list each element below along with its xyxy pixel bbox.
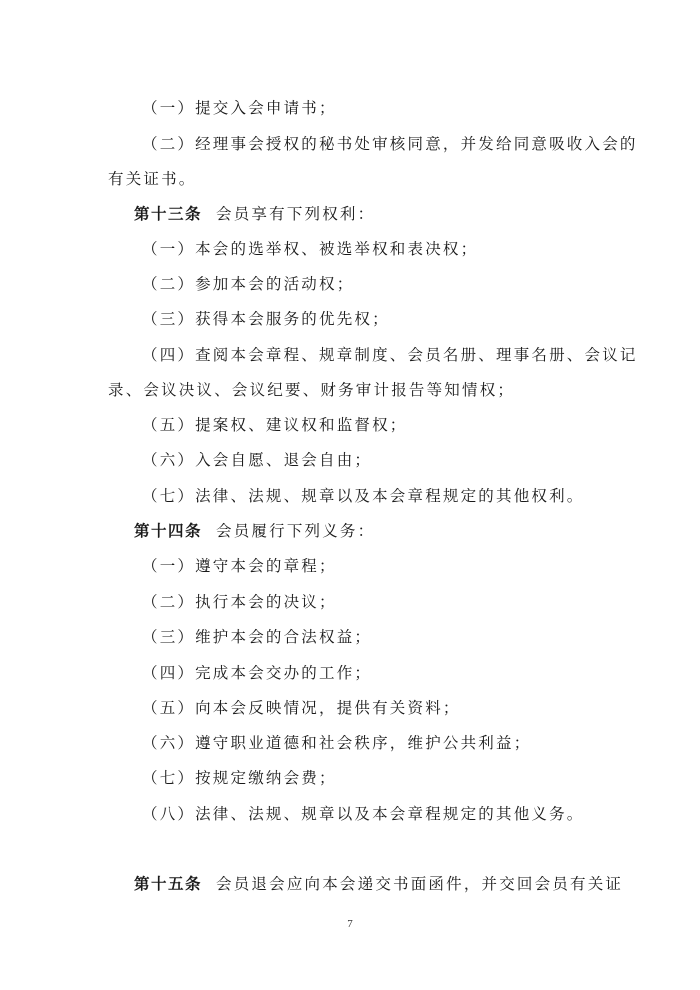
paragraph-line	[142, 98, 337, 118]
article-title: 第十五条	[134, 875, 203, 893]
article-heading-line	[134, 874, 623, 894]
line-text: （七）法律、法规、规章以及本会章程规定的其他权利。	[142, 487, 585, 505]
line-text: （五）向本会反映情况，提供有关资料；	[142, 699, 461, 717]
line-text: 会员退会应向本会递交书面函件，并交回会员有关证	[216, 875, 624, 893]
line-text: （三）维护本会的合法权益；	[142, 628, 373, 646]
paragraph-line	[142, 274, 354, 294]
line-text: （四）查阅本会章程、规章制度、会员名册、理事名册、会议记	[142, 346, 638, 364]
paragraph-line	[142, 450, 372, 470]
line-text: （五）提案权、建议权和监督权；	[142, 416, 408, 434]
paragraph-line	[142, 556, 337, 576]
paragraph-line	[142, 134, 638, 154]
line-text: （二）经理事会授权的秘书处审核同意，并发给同意吸收入会的	[142, 135, 638, 153]
line-text: （三）获得本会服务的优先权；	[142, 310, 390, 328]
line-text: （七）按规定缴纳会费；	[142, 769, 337, 787]
line-text: （六）入会自愿、退会自由；	[142, 451, 373, 469]
paragraph-line	[142, 627, 372, 647]
line-text: （二）执行本会的决议；	[142, 593, 337, 611]
article-title: 第十三条	[134, 205, 203, 223]
paragraph-line	[142, 415, 408, 435]
paragraph-line	[108, 380, 515, 400]
paragraph-line	[142, 239, 478, 259]
line-text: （八）法律、法规、规章以及本会章程规定的其他义务。	[142, 805, 585, 823]
paragraph-line	[142, 663, 372, 683]
line-text: 录、会议决议、会议纪要、财务审计报告等知情权；	[108, 381, 516, 399]
paragraph-line	[108, 169, 197, 189]
line-text: 会员履行下列义务：	[216, 522, 376, 540]
line-text: （四）完成本会交办的工作；	[142, 664, 373, 682]
line-text: （二）参加本会的活动权；	[142, 275, 355, 293]
article-heading-line	[134, 204, 375, 224]
paragraph-line	[142, 592, 337, 612]
line-text: 有关证书。	[108, 170, 197, 188]
paragraph-line	[142, 486, 585, 506]
article-title: 第十四条	[134, 522, 203, 540]
line-text: （一）遵守本会的章程；	[142, 557, 337, 575]
paragraph-line	[142, 698, 461, 718]
paragraph-line	[142, 768, 337, 788]
page-number: 7	[347, 918, 353, 930]
line-text: 会员享有下列权利：	[216, 205, 376, 223]
line-text: （六）遵守职业道德和社会秩序，维护公共利益；	[142, 734, 532, 752]
line-text: （一）本会的选举权、被选举权和表决权；	[142, 240, 479, 258]
paragraph-line	[142, 345, 638, 365]
line-text: （一）提交入会申请书；	[142, 99, 337, 117]
paragraph-line	[142, 309, 390, 329]
article-heading-line	[134, 521, 375, 541]
paragraph-line	[142, 733, 531, 753]
paragraph-line	[142, 804, 585, 824]
